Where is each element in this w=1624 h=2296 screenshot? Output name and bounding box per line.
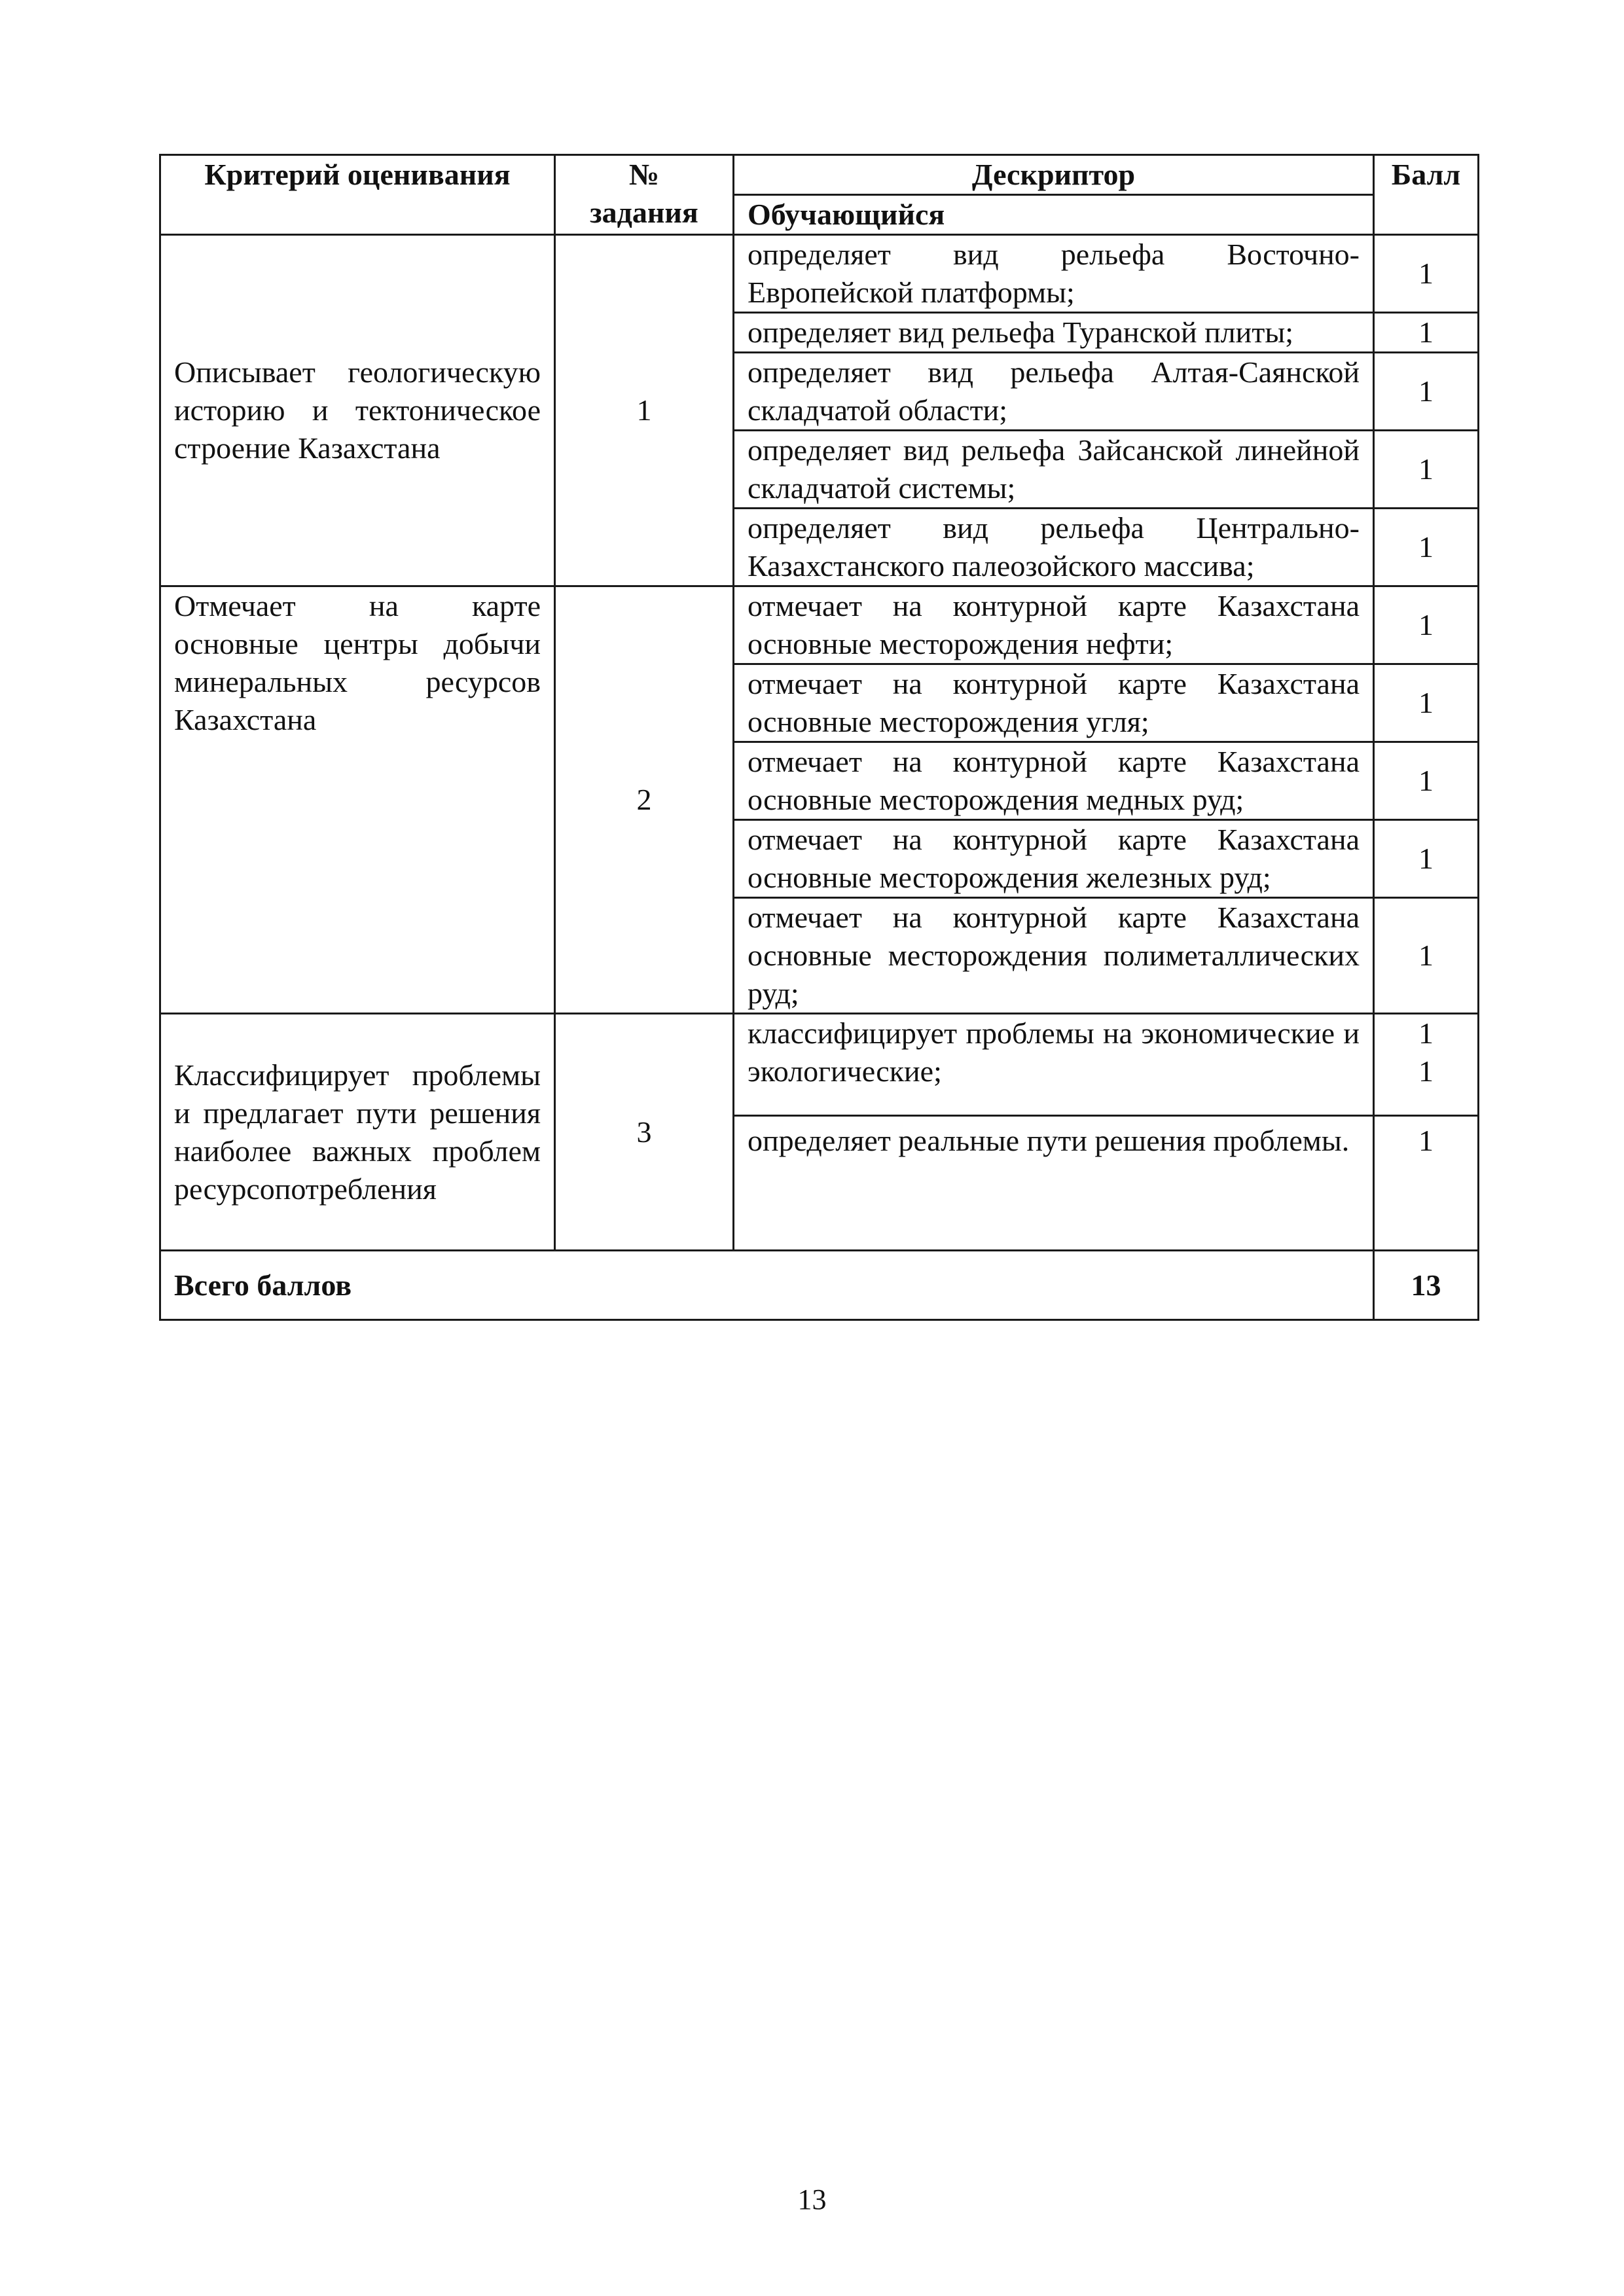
total-label: Всего баллов <box>160 1251 1374 1320</box>
criterion-cell: Описывает геологическую историю и тектоническое строение Казахстана <box>160 235 555 586</box>
descriptor-cell: классифицирует проблемы на экономические и экологические; <box>734 1014 1374 1116</box>
descriptor-cell: отмечает на контурной карте Казахстана основные месторождения угля; <box>734 664 1374 742</box>
descriptor-cell: отмечает на контурной карте Казахстана основные месторождения нефти; <box>734 586 1374 664</box>
header-task-number <box>555 155 734 235</box>
score-cell: 1 <box>1374 664 1479 742</box>
descriptor-cell: отмечает на контурной карте Казахстана основные месторождения медных руд; <box>734 742 1374 820</box>
task-number-cell: 2 <box>555 586 734 1014</box>
descriptor-cell: отмечает на контурной карте Казахстана основные месторождения железных руд; <box>734 820 1374 898</box>
descriptor-cell: определяет вид рельефа Туранской плиты; <box>734 313 1374 353</box>
score-value: 1 <box>1418 1016 1434 1050</box>
table-row <box>160 1014 1479 1116</box>
score-cell: 1 <box>1374 509 1479 586</box>
descriptor-cell: определяет реальные пути решения проблемы. <box>734 1116 1374 1251</box>
score-value: 1 <box>1418 1054 1434 1088</box>
descriptor-cell: определяет вид рельефа Центрально-Казахстанского палеозойского массива; <box>734 509 1374 586</box>
descriptor-cell: определяет вид рельефа Зайсанской линейной складчатой системы; <box>734 431 1374 509</box>
table-row <box>160 235 1479 313</box>
task-number-cell: 1 <box>555 235 734 586</box>
score-cell: 1 <box>1374 235 1479 313</box>
score-cell <box>1374 1014 1479 1116</box>
score-cell: 1 <box>1374 431 1479 509</box>
score-cell: 1 <box>1374 353 1479 431</box>
table-row <box>160 586 1479 664</box>
page-number: 13 <box>797 2183 827 2215</box>
criterion-cell: Отмечает на карте основные центры добычи минеральных ресурсов Казахстана <box>160 586 555 1014</box>
score-cell: 1 <box>1374 898 1479 1014</box>
header-criterion: Критерий оценивания <box>160 155 555 235</box>
header-descriptor: Дескриптор <box>734 155 1374 195</box>
criterion-cell: Классифицирует проблемы и предлагает пути решения наиболее важных проблем ресурсопотребления <box>160 1014 555 1251</box>
header-score: Балл <box>1374 155 1479 235</box>
score-cell: 1 <box>1374 586 1479 664</box>
header-learner: Обучающийся <box>734 195 1374 235</box>
assessment-rubric-table <box>159 154 1479 1321</box>
score-cell: 1 <box>1374 820 1479 898</box>
descriptor-cell: определяет вид рельефа Алтая-Саянской складчатой области; <box>734 353 1374 431</box>
score-cell: 1 <box>1374 742 1479 820</box>
header-task-number-line2: задания <box>590 196 698 229</box>
task-number-cell: 3 <box>555 1014 734 1251</box>
score-cell: 1 <box>1374 1116 1479 1251</box>
descriptor-cell: определяет вид рельефа Восточно-Европейской платформы; <box>734 235 1374 313</box>
score-cell: 1 <box>1374 313 1479 353</box>
total-row <box>160 1251 1479 1320</box>
descriptor-cell: отмечает на контурной карте Казахстана основные месторождения полиметаллических руд; <box>734 898 1374 1014</box>
total-value: 13 <box>1374 1251 1479 1320</box>
header-task-number-line1: № <box>628 158 660 191</box>
